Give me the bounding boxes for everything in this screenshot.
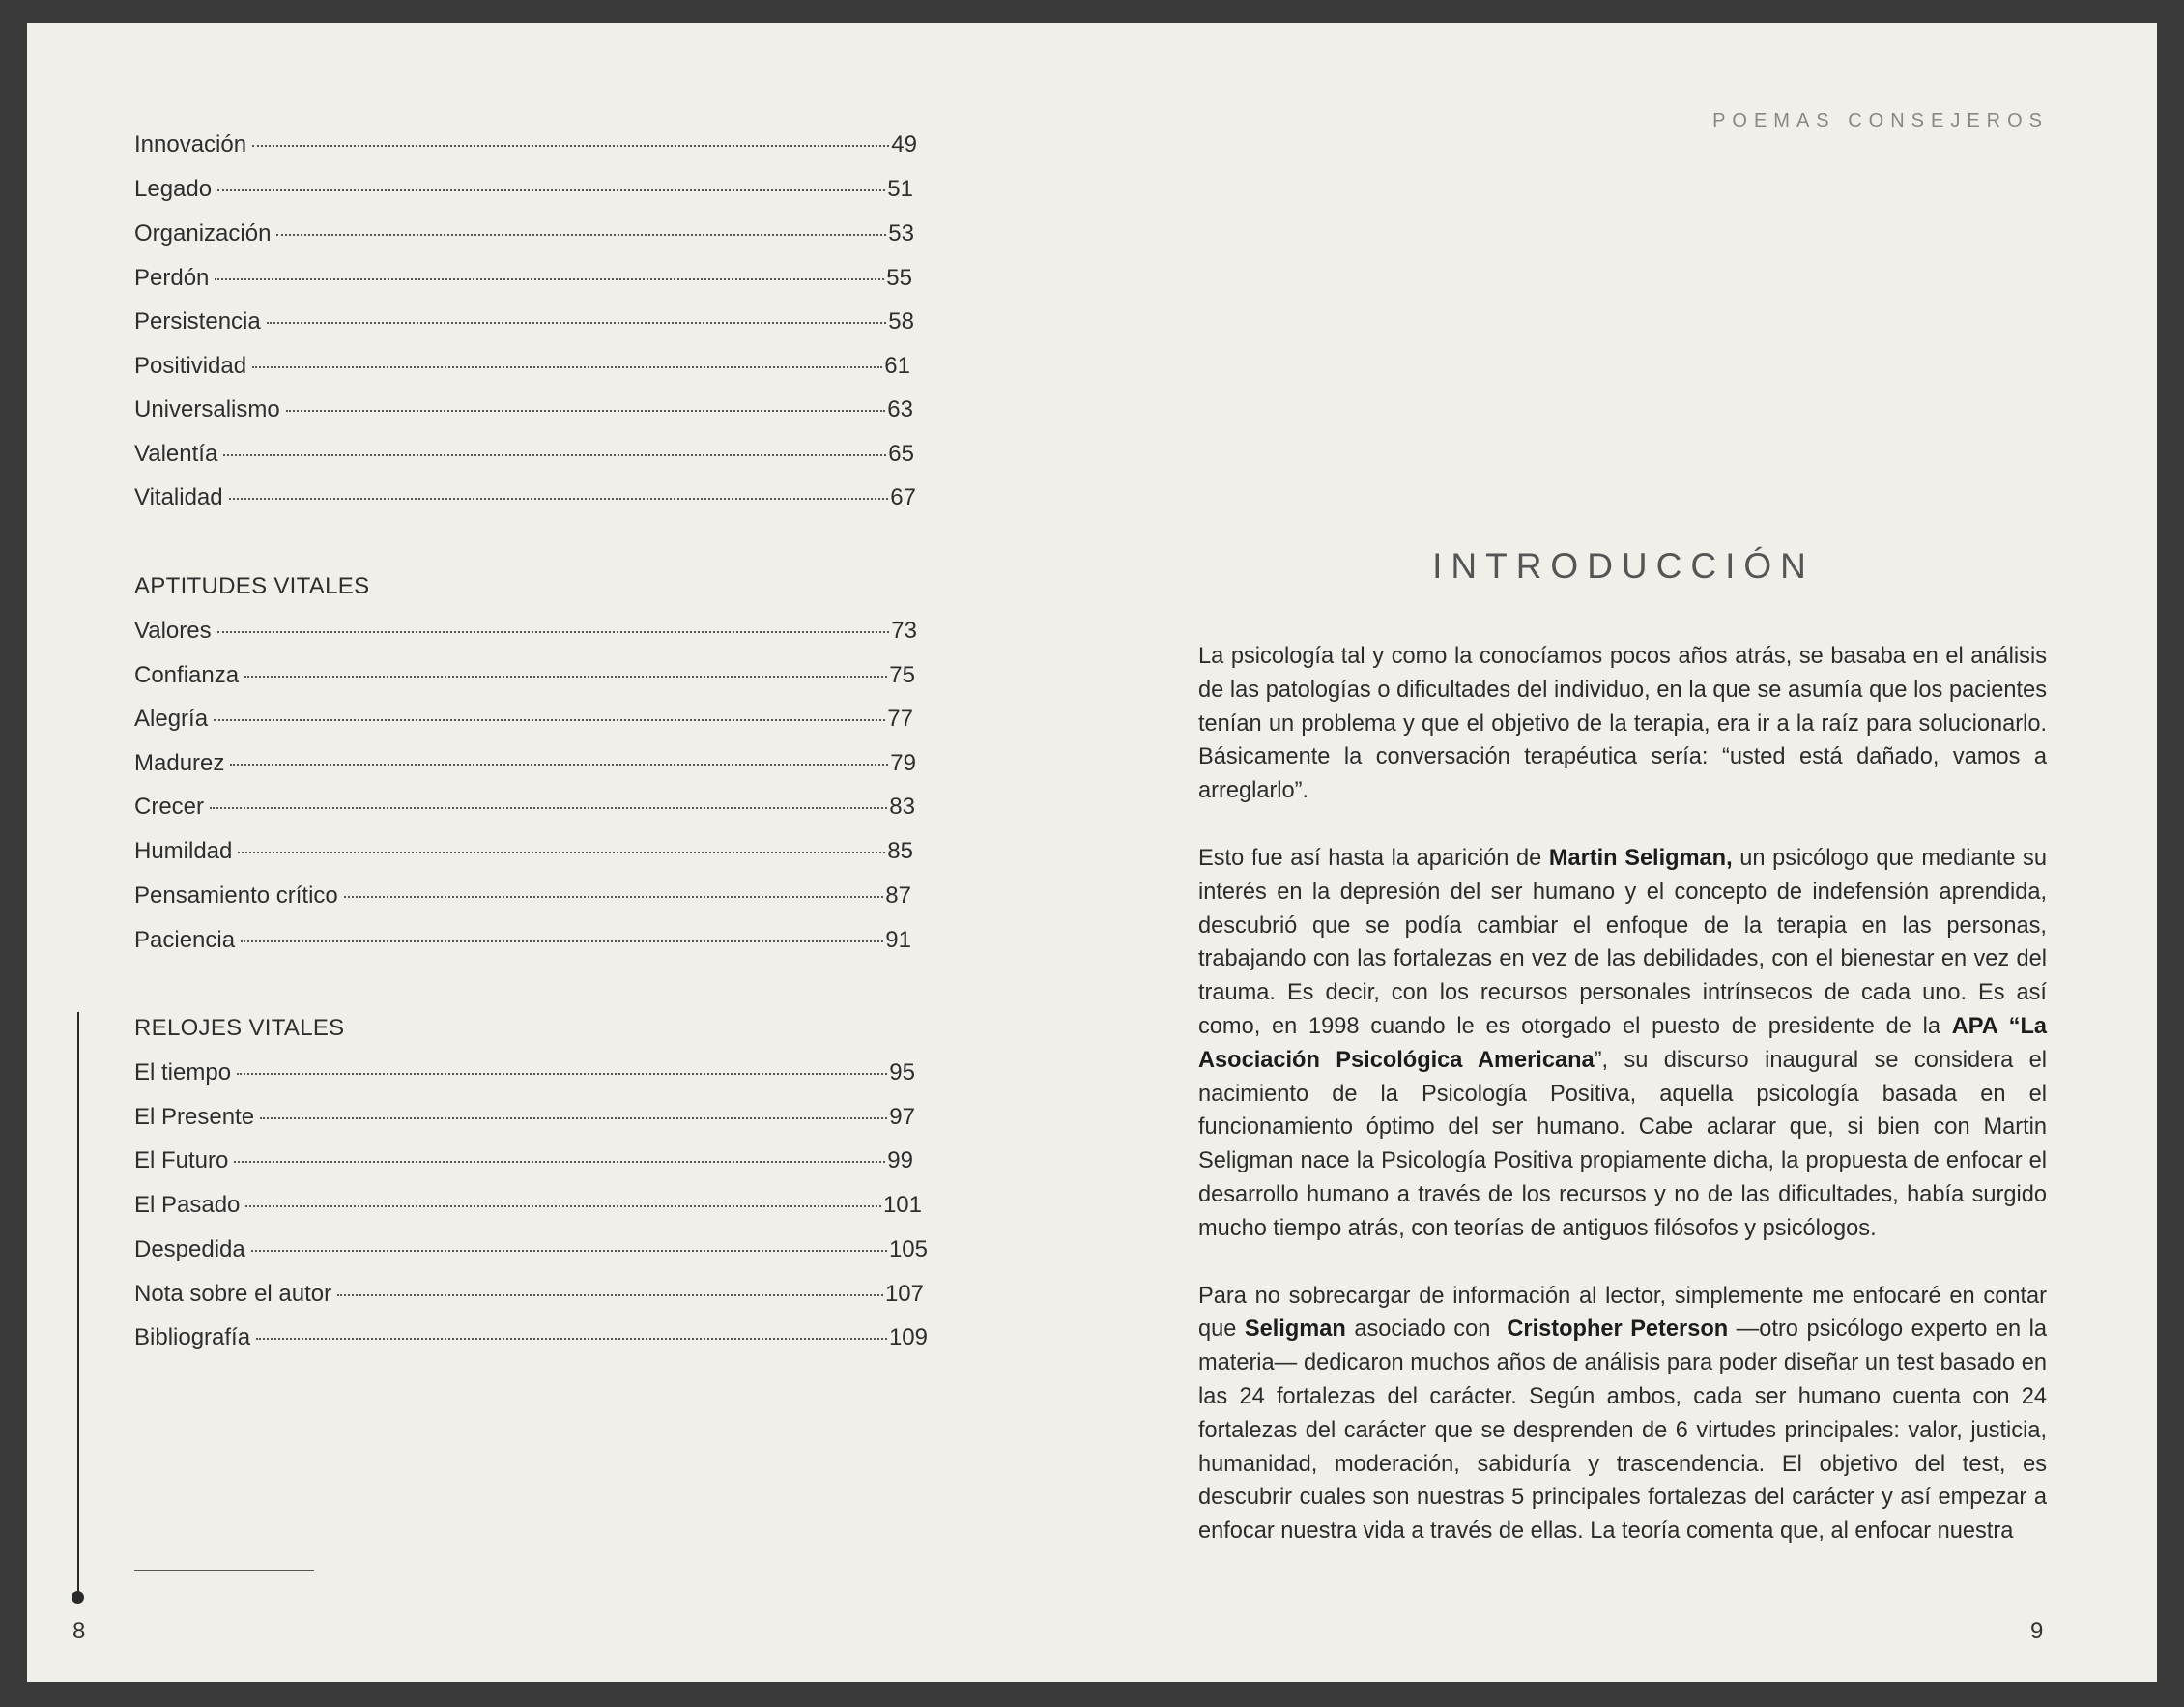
toc-leader-dots — [214, 719, 885, 721]
toc-entry — [134, 264, 912, 293]
toc-page-number: 85 — [887, 838, 913, 864]
toc-leader-dots — [286, 410, 886, 412]
toc-label: Humildad — [134, 838, 233, 864]
toc-page-number: 67 — [890, 484, 916, 510]
toc-label: Madurez — [134, 750, 225, 776]
toc-page-number: 97 — [889, 1104, 915, 1130]
toc-page-number: 87 — [885, 882, 911, 909]
toc-label: Persistencia — [134, 308, 261, 334]
toc-entry — [134, 1191, 922, 1220]
toc-leader-dots — [234, 1161, 885, 1163]
toc-label: Paciencia — [134, 927, 236, 953]
toc-entry — [134, 130, 917, 159]
toc-leader-dots — [251, 1250, 887, 1252]
bold-name: Seligman — [1244, 1316, 1346, 1343]
toc-entry — [134, 175, 913, 204]
paragraph — [1198, 842, 2047, 1246]
toc-leader-dots — [252, 366, 882, 368]
text-run: Esto fue así hasta la aparición de — [1198, 845, 1549, 871]
toc-page-number: 61 — [884, 353, 910, 379]
page-number-left: 8 — [72, 1618, 86, 1644]
toc-leader-dots — [217, 189, 885, 191]
toc-label: Organización — [134, 220, 272, 246]
toc-entry — [134, 307, 914, 336]
toc-label: Nota sobre el autor — [134, 1281, 332, 1307]
toc-page-number: 95 — [889, 1059, 915, 1085]
toc-page-number: 101 — [882, 1192, 922, 1218]
text-run: Para no sobrecargar de información al lector, simplemente me enfocaré en contar que — [1198, 1283, 2047, 1343]
toc-label: Positividad — [134, 353, 247, 379]
toc-label: El tiempo — [134, 1059, 232, 1085]
text-run: asociado con — [1345, 1316, 1508, 1343]
toc-label: Valores — [134, 618, 212, 644]
toc-label: Innovación — [134, 131, 247, 158]
paragraph — [1198, 1280, 2047, 1548]
toc-label: Bibliografía — [134, 1324, 251, 1350]
toc-page-number: 49 — [891, 131, 917, 158]
toc-label: Universalismo — [134, 396, 280, 422]
toc-page-number: 91 — [885, 927, 911, 953]
toc-page-number: 53 — [888, 220, 914, 246]
toc-page-number: 83 — [889, 794, 915, 820]
toc-label: Alegría — [134, 706, 209, 732]
toc-entry — [134, 617, 917, 646]
toc-page-number: 99 — [887, 1147, 913, 1173]
toc-page-number: 58 — [888, 308, 914, 334]
toc-leader-dots — [230, 764, 888, 766]
text-run: ”, su discurso inaugural se considera el nacimiento de la Psicología Positiva, aquella psicología basada en el funcionamiento óptimo del ser humano. Cabe aclarar que, si bien con Martin Seligman nace la Psicología Positiva propiamente dicha, la propuesta de enfocar el desarrollo humano a través de los recursos y no de las dificultades, había surgido mucho tiempo atrás, con teorías de antiguos filósofos y psicólogos. — [1198, 1047, 2047, 1241]
text-run: un psicólogo que mediante su interés en la depresión del ser humano y el concepto de indefensión aprendida, descubrió que se podía cambiar el enfoque de la terapia en las personas, trabajando con las fortalezas en vez de las debilidades, con el bienestar en vez del trauma. Es decir, con los recursos personales intrínsecos de cada uno. Es así como, en 1998 cuando le es otorgado el puesto de presidente de la — [1198, 845, 2047, 1039]
running-head: POEMAS CONSEJEROS — [1712, 110, 2049, 131]
paragraph: La psicología tal y como la conocíamos pocos años atrás, se basaba en el análisis de las patologías o dificultades del individuo, en la que se asumía que los pacientes tenían un problema y que el objetivo de la terapia, era ir a la raíz para solucionarlo. Básicamente la conversación terapéutica sería: “usted está dañado, vamos a arreglarlo”. — [1198, 644, 2047, 804]
toc-page-number: 105 — [888, 1236, 928, 1262]
toc-section-heading: RELOJES VITALES — [134, 1015, 345, 1041]
toc-entry — [134, 793, 915, 822]
toc-label: Legado — [134, 176, 213, 202]
toc-label: Pensamiento crítico — [134, 882, 338, 909]
toc-leader-dots — [267, 322, 887, 324]
toc-page-number: 109 — [888, 1324, 928, 1350]
toc-section-heading: APTITUDES VITALES — [134, 573, 370, 599]
toc-entry — [134, 219, 914, 248]
toc-leader-dots — [245, 1205, 881, 1207]
toc-entry — [134, 837, 913, 866]
toc-label: Despedida — [134, 1236, 245, 1262]
toc-label: Valentía — [134, 441, 218, 467]
toc-entry — [134, 1280, 924, 1309]
toc-entry — [134, 440, 914, 469]
toc-label: El Presente — [134, 1104, 255, 1130]
toc-entry — [134, 705, 913, 734]
toc-page-number: 75 — [889, 662, 915, 688]
toc-leader-dots — [276, 234, 886, 236]
toc-leader-dots — [215, 278, 884, 280]
toc-leader-dots — [238, 852, 885, 854]
toc-leader-dots — [229, 498, 889, 500]
toc-entry — [134, 926, 911, 955]
toc-entry — [134, 395, 913, 424]
bold-name: Martin Seligman, — [1548, 845, 1733, 871]
toc-leader-dots — [217, 631, 890, 633]
toc-entry — [134, 483, 916, 512]
horizontal-rule — [134, 1570, 314, 1571]
toc-entry — [134, 1146, 913, 1175]
bold-name: Cristopher Peterson — [1507, 1316, 1729, 1343]
toc-entry — [134, 1058, 915, 1087]
toc-entry — [134, 661, 915, 690]
introduction-body — [1198, 640, 2047, 1582]
toc-label: Confianza — [134, 662, 240, 688]
toc-page-number: 63 — [887, 396, 913, 422]
toc-page-number: 51 — [887, 176, 913, 202]
toc-leader-dots — [344, 896, 884, 898]
toc-entry — [134, 1323, 928, 1352]
toc-page-number: 65 — [888, 441, 914, 467]
toc-page-number: 55 — [886, 265, 912, 291]
toc-label: Vitalidad — [134, 484, 223, 510]
toc-leader-dots — [244, 676, 887, 678]
rule-end-dot — [72, 1591, 84, 1604]
toc-entry — [134, 882, 911, 911]
toc-page-number: 79 — [890, 750, 916, 776]
toc-leader-dots — [210, 807, 887, 809]
toc-entry — [134, 1235, 928, 1264]
toc-label: El Futuro — [134, 1147, 229, 1173]
toc-page-number: 77 — [887, 706, 913, 732]
toc-label: Perdón — [134, 265, 210, 291]
toc-leader-dots — [237, 1073, 887, 1075]
toc-entry — [134, 352, 910, 381]
chapter-title: INTRODUCCIÓN — [1432, 545, 1815, 586]
toc-entry — [134, 1103, 915, 1132]
page-number-right: 9 — [2030, 1618, 2044, 1644]
toc-label: El Pasado — [134, 1192, 241, 1218]
toc-leader-dots — [256, 1338, 887, 1340]
bold-name: APA “La Asociación Psicológica Americana — [1198, 1013, 2047, 1073]
vertical-rule — [77, 1012, 79, 1598]
toc-leader-dots — [337, 1294, 883, 1296]
toc-leader-dots — [241, 940, 883, 942]
text-run: —otro psicólogo experto en la materia— dedicaron muchos años de análisis para poder diseñar un test basado en las 24 fortalezas del carácter. Según ambos, cada ser humano cuenta con 24 fortalezas del carácter que se desprenden de 6 virtudes principales: valor, justicia, humanidad, moderación, sabiduría y trascendencia. El objetivo del test, es descubrir cuales son nuestras 5 principales fortalezas del carácter y así empezar a enfocar nuestra vida a través de ellas. La teoría comenta que, al enfocar nuestra — [1198, 1316, 2047, 1545]
toc-label: Crecer — [134, 794, 205, 820]
toc-leader-dots — [223, 454, 886, 456]
toc-leader-dots — [252, 145, 889, 147]
toc-page-number: 107 — [884, 1281, 924, 1307]
toc-entry — [134, 749, 916, 778]
toc-page-number: 73 — [891, 618, 917, 644]
toc-leader-dots — [260, 1117, 887, 1119]
